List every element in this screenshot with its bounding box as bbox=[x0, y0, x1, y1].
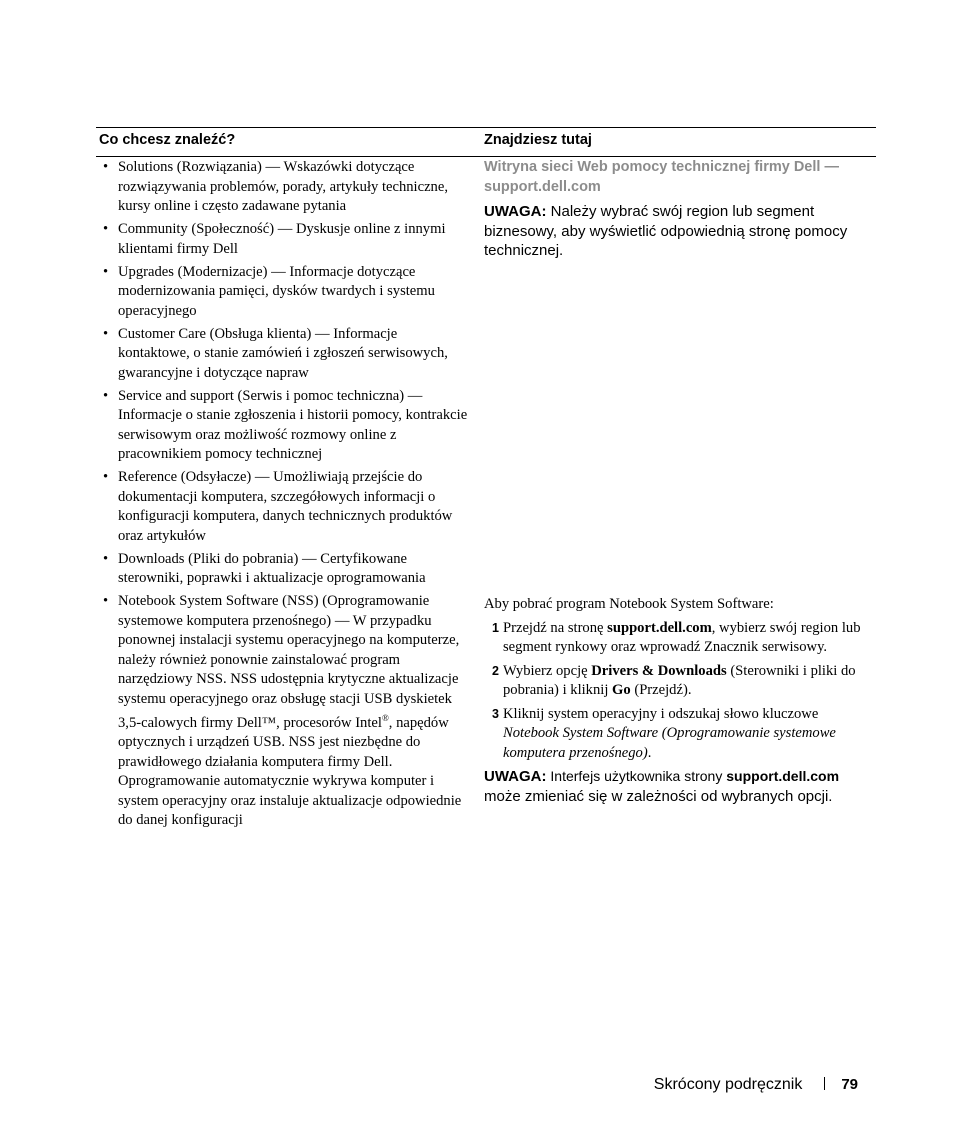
bullet-icon: • bbox=[103, 550, 109, 567]
col1-header: Co chcesz znaleźć? bbox=[99, 132, 236, 148]
download-intro: Aby pobrać program Notebook System Software: bbox=[484, 596, 774, 612]
list-item: • Community (Społeczność) — Dyskusje online z innymi klientami firmy Dell bbox=[103, 221, 446, 257]
bullet-icon: • bbox=[103, 221, 109, 237]
list-item: • Upgrades (Modernizacje) — Informacje dotyczące modernizowania pamięci, dysków twardych i systemu operacyjnego bbox=[103, 263, 435, 319]
note-label: UWAGA: bbox=[484, 203, 547, 220]
table-header bbox=[96, 127, 876, 157]
info-table bbox=[96, 127, 876, 157]
footer-divider bbox=[824, 1077, 825, 1090]
support-site-block bbox=[484, 158, 876, 261]
bullet-icon: • bbox=[103, 469, 109, 485]
list-item: • Service and support (Serwis i pomoc techniczna) — Informacje o stanie zgłoszenia i historii pomocy, kontrakcie serwisowym oraz możliwość rozmowy online z pracownikiem pomocy technicznej bbox=[103, 387, 468, 462]
bullet-icon: • bbox=[103, 159, 109, 175]
steps-list bbox=[484, 619, 876, 764]
list-item: • Downloads (Pliki do pobrania) — Certyfikowane sterowniki, poprawki i aktualizacje oprogramowania bbox=[103, 550, 426, 586]
what-to-find-column bbox=[96, 158, 468, 834]
bullet-icon: • bbox=[103, 387, 109, 404]
list-item-nss: • Notebook System Software (NSS) (Oprogramowanie systemowe komputera przenośnego) — W przypadku ponownej instalacji systemu operacyjnego na komputerze, należy również ponownie zainstalować program narzędziowy NSS. NSS udostępnia krytyczne aktualizacje systemu operacyjnego oraz obsługę stacji USB dyskietek 3,5-calowych firmy Dell™, procesorów Intel®, napędów optycznych i urządzeń USB. NSS jest niezbędne do prawidłowego działania komputera firmy Dell. Oprogramowanie automatycznie wykrywa komputer i system operacyjny oraz instaluje aktualizacje odpowiednie do danej konfiguracji bbox=[103, 593, 462, 829]
footer-title: Skrócony podręcznik bbox=[653, 1076, 803, 1093]
list-item: • Reference (Odsyłacze) — Umożliwiają przejście do dokumentacji komputera, szczegółowych informacji o konfiguracji komputera, danych technicznych produktów oraz artykułów bbox=[103, 469, 453, 544]
note-label: UWAGA: bbox=[484, 768, 547, 785]
step-item: 3 Kliknij system operacyjny i odszukaj słowo kluczowe Notebook System Software (Oprogramowanie systemowe komputera przenośnego). bbox=[492, 705, 836, 761]
note: UWAGA: Należy wybrać swój region lub segment biznesowy, aby wyświetlić odpowiednią stronę pomocy technicznej. bbox=[484, 203, 848, 259]
support-site-heading: Witryna sieci Web pomocy technicznej firmy Dell — support.dell.com bbox=[484, 159, 839, 195]
page-number: 79 bbox=[841, 1076, 858, 1093]
bullet-icon: • bbox=[103, 593, 109, 609]
step-item: 2 Wybierz opcję Drivers & Downloads (Sterowniki i pliki do pobrania) i kliknij Go (Przejdź). bbox=[492, 662, 856, 698]
list-item: • Solutions (Rozwiązania) — Wskazówki dotyczące rozwiązywania problemów, porady, artykuły techniczne, kursy online i często zadawane pytania bbox=[103, 159, 448, 214]
nss-download-block bbox=[484, 595, 876, 806]
step-item: 1 Przejdź na stronę support.dell.com, wybierz swój region lub segment rynkowy oraz wprowadź Znacznik serwisowy. bbox=[492, 619, 861, 655]
col2-header: Znajdziesz tutaj bbox=[484, 132, 592, 148]
bullet-icon: • bbox=[103, 263, 109, 280]
list-item: • Customer Care (Obsługa klienta) — Informacje kontaktowe, o stanie zamówień i zgłoszeń serwisowych, gwarancyjne i dotyczące napraw bbox=[103, 325, 448, 381]
page-footer bbox=[654, 1076, 858, 1094]
feature-list bbox=[96, 158, 468, 831]
note: UWAGA: Interfejs użytkownika strony support.dell.com może zmieniać się w zależności od wybranych opcji. bbox=[484, 768, 840, 805]
bullet-icon: • bbox=[103, 325, 109, 342]
